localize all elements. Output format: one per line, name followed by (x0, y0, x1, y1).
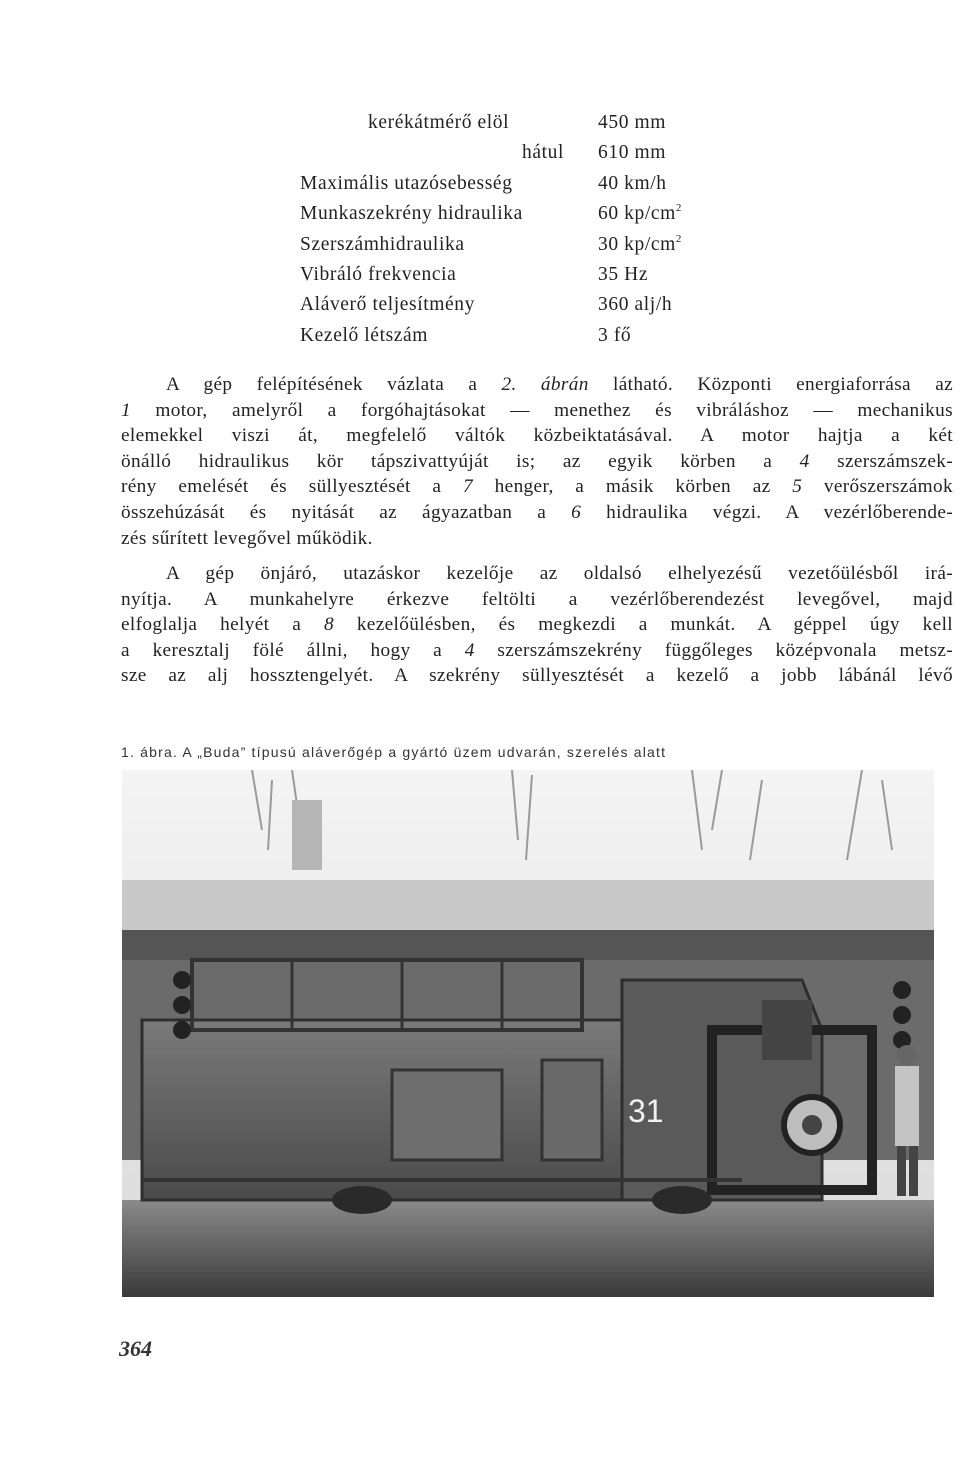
superscript: 2 (675, 202, 683, 215)
text-line (121, 612, 953, 638)
spec-value: 450 mm (598, 112, 667, 133)
chimney (292, 800, 322, 870)
part-number: 1 (121, 399, 131, 421)
text-line (121, 638, 953, 664)
text-run: A gép felépítésének vázlata a (166, 374, 502, 395)
part-number: 7 (462, 476, 473, 498)
building-roof (122, 880, 934, 930)
text-line (121, 398, 953, 424)
spec-table (0, 108, 960, 351)
spec-value: 40 km/h (598, 172, 667, 194)
text-line: A gép önjáró, utazáskor kezelője az oldalsó elhelyezésű vezetőülésből irá- (166, 563, 953, 584)
spec-row (0, 321, 960, 351)
building-eave (122, 930, 934, 960)
text-run: hidraulika végzi. A vezérlőberende- (581, 501, 953, 523)
text-line (121, 372, 953, 398)
text-run: motor, amelyről a forgóhajtásokat — menethez és vibráláshoz — mechanikus (131, 399, 953, 421)
machine-marking: 31 (628, 1093, 664, 1129)
spec-value (598, 230, 682, 260)
spec-row (0, 230, 960, 260)
text-line: sze az alj hossztengelyét. A szekrény süllyesztését a kezelő a jobb lábánál lévő (121, 665, 953, 687)
spec-row (0, 138, 960, 168)
text-run: összehúzását és nyitását az ágyazatban a (121, 501, 572, 523)
text-run: szerszámszekrény függőleges középvonala metsz- (474, 639, 953, 661)
spec-label: Kezelő létszám (300, 324, 429, 346)
figure-reference: 2. ábrán (501, 374, 589, 395)
text-line (121, 474, 953, 500)
figure-photo (122, 770, 934, 1297)
spec-value: 3 fő (598, 324, 632, 346)
text-run: verőszerszámok (802, 476, 953, 498)
text-run: önálló hidraulikus kör tápszivattyúját is; az egyik körben a (121, 450, 800, 472)
spec-row (0, 199, 960, 229)
text-line: elemekkel viszi át, megfelelő váltók közbeiktatásával. A motor hajtja a két (121, 425, 953, 447)
text-line (121, 500, 953, 526)
text-line: zés sűrített levegővel működik. (121, 527, 373, 549)
spec-label: Maximális utazósebesség (300, 172, 513, 194)
text-run: szerszámszek- (809, 450, 953, 472)
text-run: henger, a másik körben az (472, 476, 793, 498)
spec-value: 610 mm (598, 142, 667, 164)
text-run: elfoglalja helyét a (121, 614, 324, 636)
text-line (121, 449, 953, 475)
text-run: a keresztalj fölé állni, hogy a (121, 639, 465, 661)
part-number: 6 (571, 501, 582, 523)
ground (122, 1200, 934, 1297)
spec-row (0, 290, 960, 320)
spec-value-text: 60 kp/cm (598, 203, 676, 225)
paragraph-1 (121, 372, 953, 551)
page-number: 364 (119, 1336, 152, 1361)
spec-label: Munkaszekrény hidraulika (300, 203, 523, 225)
spec-value: 360 alj/h (598, 294, 673, 316)
text-line: nyítja. A munkahelyre érkezve feltölti a vezérlőberendezést levegővel, majd (121, 588, 953, 610)
spec-label: Vibráló frekvencia (300, 263, 457, 285)
spec-row (0, 260, 960, 290)
spec-label: kerékátmérő elöl (368, 112, 510, 133)
text-run: rény emelését és süllyesztését a (121, 476, 463, 498)
text-run: látható. Központi energiaforrása az (588, 374, 954, 395)
spec-label: hátul (522, 142, 564, 164)
part-number: 4 (464, 639, 475, 661)
tamping-machine-photo (122, 770, 934, 1297)
part-number: 8 (323, 614, 334, 636)
figure-caption: 1. ábra. A „Buda” típusú aláverőgép a gyártó üzem udvarán, szerelés alatt (121, 744, 667, 760)
spec-row (0, 108, 960, 138)
part-number: 4 (799, 450, 810, 472)
spec-value-text: 30 kp/cm (598, 233, 676, 255)
spec-label: Szerszámhidraulika (300, 233, 465, 255)
spec-label: Aláverő teljesítmény (300, 294, 475, 316)
spec-row (0, 169, 960, 199)
spec-value (598, 199, 682, 229)
paragraph-2 (121, 561, 953, 689)
spec-value: 35 Hz (598, 263, 649, 285)
part-number: 5 (792, 476, 803, 498)
superscript: 2 (675, 232, 683, 245)
text-run: kezelőülésben, és megkezdi a munkát. A géppel úgy kell (333, 614, 953, 636)
